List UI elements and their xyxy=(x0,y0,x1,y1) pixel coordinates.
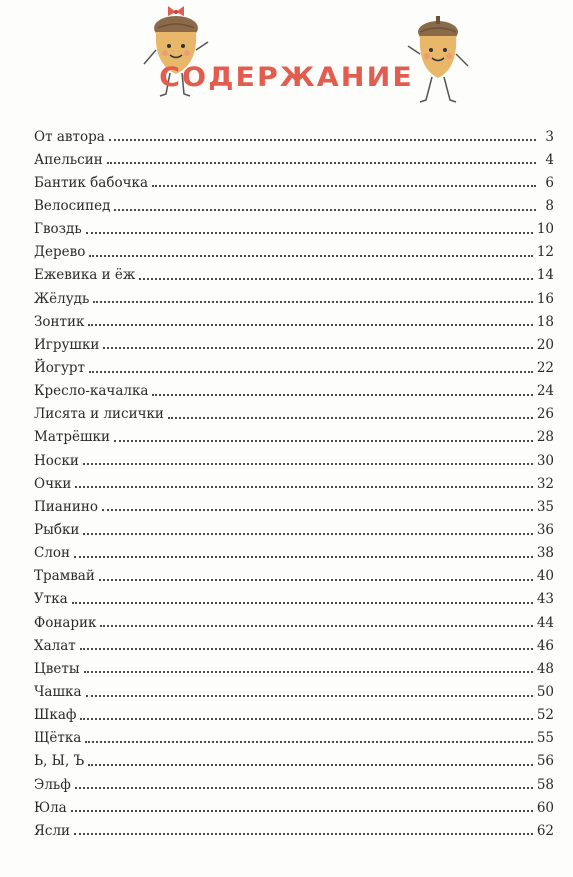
toc-dot-leader xyxy=(74,556,533,558)
toc-dot-leader xyxy=(152,394,532,396)
toc-dot-leader xyxy=(80,648,533,650)
toc-entry-page-number: 48 xyxy=(536,660,554,677)
toc-entry-label: Чашка xyxy=(34,684,82,701)
toc-entry xyxy=(34,445,554,468)
toc-dot-leader xyxy=(89,371,533,373)
toc-dot-leader xyxy=(139,278,532,280)
toc-entry-page-number: 35 xyxy=(536,498,554,515)
toc-dot-leader xyxy=(75,787,533,789)
toc-entry-page-number: 14 xyxy=(536,267,554,284)
toc-entry-page-number: 18 xyxy=(536,313,554,330)
page-header xyxy=(0,0,573,110)
toc-entry xyxy=(34,167,554,190)
toc-entry-label: Матрёшки xyxy=(34,429,110,446)
toc-entry xyxy=(34,399,554,422)
toc-entry xyxy=(34,746,554,769)
toc-dot-leader xyxy=(107,162,536,164)
toc-entry xyxy=(34,468,554,491)
toc-dot-leader xyxy=(114,440,533,442)
toc-entry-page-number: 4 xyxy=(545,151,554,168)
toc-entry-page-number: 8 xyxy=(545,198,554,215)
toc-entry-label: Ясли xyxy=(34,822,71,839)
toc-entry-page-number: 56 xyxy=(536,753,554,770)
toc-entry-label: Дерево xyxy=(34,244,86,261)
toc-entry-label: Йогурт xyxy=(34,360,86,377)
toc-entry-label: Халат xyxy=(34,637,76,654)
toc-entry xyxy=(34,607,554,630)
toc-dot-leader xyxy=(72,602,533,604)
toc-entry xyxy=(34,514,554,537)
toc-entry-page-number: 52 xyxy=(536,707,554,724)
toc-entry xyxy=(34,422,554,445)
toc-entry-label: Кресло-качалка xyxy=(34,383,149,400)
toc-entry xyxy=(34,329,554,352)
toc-entry-label: Гвоздь xyxy=(34,221,82,238)
toc-dot-leader xyxy=(102,509,533,511)
toc-entry-page-number: 6 xyxy=(545,174,554,191)
toc-entry-page-number: 46 xyxy=(536,637,554,654)
toc-dot-leader xyxy=(85,741,532,743)
toc-entry-label: Ежевика и ёж xyxy=(34,267,136,284)
toc-entry-label: Трамвай xyxy=(34,568,95,585)
toc-entry-label: Шкаф xyxy=(34,707,77,724)
toc-entry xyxy=(34,352,554,375)
toc-entry xyxy=(34,538,554,561)
toc-entry-page-number: 26 xyxy=(536,406,554,423)
toc-dot-leader xyxy=(103,347,532,349)
toc-entry-page-number: 44 xyxy=(536,614,554,631)
toc-dot-leader xyxy=(109,139,536,141)
toc-entry-label: Игрушки xyxy=(34,336,100,353)
toc-entry-label: Рыбки xyxy=(34,522,80,539)
toc-entry xyxy=(34,561,554,584)
toc-entry-label: Пианино xyxy=(34,498,98,515)
toc-entry-label: Апельсин xyxy=(34,151,103,168)
toc-entry-page-number: 20 xyxy=(536,336,554,353)
toc-entry xyxy=(34,237,554,260)
toc-dot-leader xyxy=(152,185,536,187)
toc-entry-label: Лисята и лисички xyxy=(34,406,164,423)
toc-entry xyxy=(34,306,554,329)
toc-entry-page-number: 10 xyxy=(536,221,554,238)
toc-entry-page-number: 30 xyxy=(536,452,554,469)
toc-dot-leader xyxy=(99,579,533,581)
toc-entry xyxy=(34,144,554,167)
toc-entry-page-number: 36 xyxy=(536,522,554,539)
toc-entry xyxy=(34,491,554,514)
toc-entry-label: Носки xyxy=(34,452,79,469)
toc-dot-leader xyxy=(114,209,536,211)
toc-entry-page-number: 16 xyxy=(536,290,554,307)
toc-entry xyxy=(34,214,554,237)
toc-entry xyxy=(34,792,554,815)
toc-dot-leader xyxy=(83,463,533,465)
toc-entry-page-number: 38 xyxy=(536,545,554,562)
toc-entry-page-number: 40 xyxy=(536,568,554,585)
toc-entry-page-number: 62 xyxy=(536,822,554,839)
toc-entry-label: Зонтик xyxy=(34,313,85,330)
toc-entry-label: Ь, Ы, Ъ xyxy=(34,753,85,770)
toc-entry xyxy=(34,260,554,283)
toc-entry-page-number: 28 xyxy=(536,429,554,446)
toc-entry-page-number: 58 xyxy=(536,776,554,793)
toc-entry xyxy=(34,676,554,699)
toc-entry-label: Слон xyxy=(34,545,71,562)
toc-dot-leader xyxy=(88,324,532,326)
toc-entry-page-number: 22 xyxy=(536,360,554,377)
toc-entry xyxy=(34,584,554,607)
toc-dot-leader xyxy=(168,417,533,419)
toc-entry xyxy=(34,630,554,653)
toc-entry-label: Утка xyxy=(34,591,68,608)
toc-entry-label: Щётка xyxy=(34,730,82,747)
toc-entry-label: Цветы xyxy=(34,660,80,677)
toc-entry xyxy=(34,700,554,723)
toc-dot-leader xyxy=(93,301,532,303)
toc-entry xyxy=(34,376,554,399)
toc-entry xyxy=(34,121,554,144)
toc-entry xyxy=(34,723,554,746)
toc-dot-leader xyxy=(80,718,532,720)
toc-entry xyxy=(34,283,554,306)
toc-dot-leader xyxy=(71,810,533,812)
toc-dot-leader xyxy=(83,533,532,535)
toc-entry-label: Велосипед xyxy=(34,198,111,215)
toc-entry-label: Очки xyxy=(34,475,72,492)
toc-entry-label: Эльф xyxy=(34,776,71,793)
toc-entry-page-number: 32 xyxy=(536,475,554,492)
toc-dot-leader xyxy=(88,764,533,766)
toc-entry-label: От автора xyxy=(34,128,105,145)
toc-entry-page-number: 55 xyxy=(536,730,554,747)
toc-dot-leader xyxy=(100,625,532,627)
toc-entry-label: Жёлудь xyxy=(34,290,90,307)
toc-entry-page-number: 43 xyxy=(536,591,554,608)
toc-entry-page-number: 12 xyxy=(536,244,554,261)
toc-entry xyxy=(34,815,554,838)
toc-entry xyxy=(34,769,554,792)
toc-entry-label: Фонарик xyxy=(34,614,97,631)
toc-dot-leader xyxy=(86,232,533,234)
table-of-contents xyxy=(34,121,554,838)
toc-entry-page-number: 24 xyxy=(536,383,554,400)
toc-entry xyxy=(34,653,554,676)
toc-entry xyxy=(34,190,554,213)
toc-dot-leader xyxy=(86,695,533,697)
toc-dot-leader xyxy=(74,833,533,835)
toc-dot-leader xyxy=(89,255,532,257)
toc-dot-leader xyxy=(84,671,533,673)
toc-entry-page-number: 3 xyxy=(545,128,554,145)
page-title: СОДЕРЖАНИЕ xyxy=(159,62,414,93)
toc-entry-label: Бантик бабочка xyxy=(34,174,149,191)
toc-dot-leader xyxy=(75,486,532,488)
toc-entry-page-number: 50 xyxy=(536,684,554,701)
toc-entry-page-number: 60 xyxy=(536,799,554,816)
toc-entry-label: Юла xyxy=(34,799,67,816)
